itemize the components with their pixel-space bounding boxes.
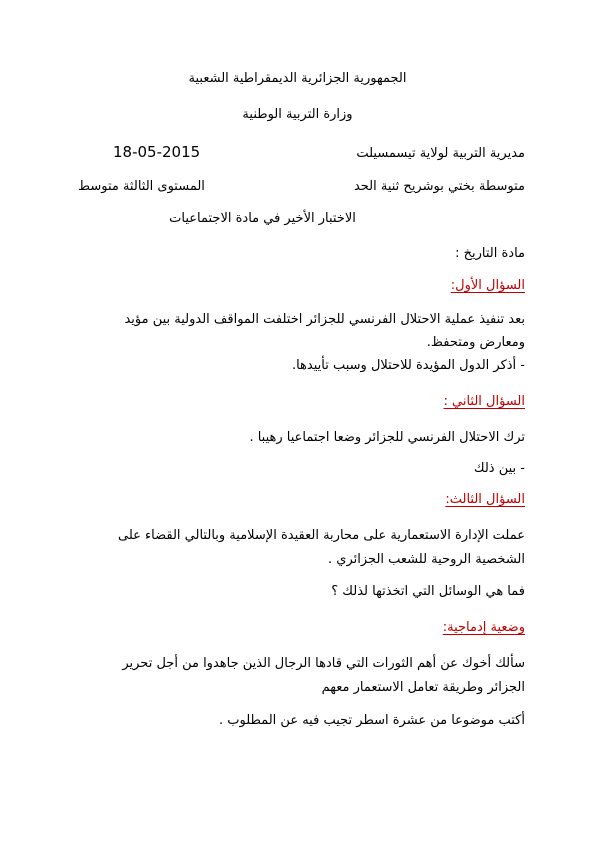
directorate-name: مديرية التربية لولاية تيسمسيلت xyxy=(356,146,525,161)
question-1-line-3: - أذكر الدول المؤيدة للاحتلال وسبب تأييدها. xyxy=(291,358,525,373)
integration-line-1: سألك أخوك عن أهم الثورات التي قادها الرجال الذين جاهدوا من أجل تحرير xyxy=(122,656,525,671)
question-3-title: السؤال الثالث: xyxy=(445,492,525,507)
subject-label: مادة التاريخ : xyxy=(455,246,525,261)
question-1-title: السؤال الأول: xyxy=(450,278,525,293)
question-2-line-1: ترك الاحتلال الفرنسي للجزائر وضعا اجتماعيا رهيبا . xyxy=(249,430,525,445)
exam-date: 18-05-2015 xyxy=(113,143,201,161)
question-1-line-2: ومعارض ومتحفظ. xyxy=(426,335,525,350)
school-name: متوسطة بختي بوشريح ثنية الحد xyxy=(353,179,525,194)
question-3-line-1: عملت الإدارة الاستعمارية على محاربة العقيدة الإسلامية وبالتالي القضاء على xyxy=(118,528,525,543)
question-2-title: السؤال الثاني : xyxy=(443,394,525,409)
ministry-title: وزارة التربية الوطنية xyxy=(242,107,353,122)
question-3-line-2: الشخصية الروحية للشعب الجزائري . xyxy=(328,552,525,567)
class-level: المستوى الثالثة متوسط xyxy=(78,179,205,194)
integration-line-2: الجزائر وطريقة تعامل الاستعمار معهم xyxy=(321,680,525,695)
question-3-line-3: فما هي الوسائل التي اتخذتها لذلك ؟ xyxy=(331,584,525,599)
question-2-line-2: - بين ذلك xyxy=(473,461,525,476)
integration-title: وضعية إدماجية: xyxy=(442,620,525,635)
question-1-line-1: بعد تنفيذ عملية الاحتلال الفرنسي للجزائر اختلفت المواقف الدولية بين مؤيد xyxy=(124,312,525,327)
integration-line-3: أكتب موضوعا من عشرة اسطر تجيب فيه عن المطلوب . xyxy=(219,713,525,728)
republic-title: الجمهورية الجزائرية الديمقراطية الشعبية xyxy=(188,71,407,86)
exam-title: الاختبار الأخير في مادة الاجتماعيات xyxy=(169,211,356,226)
